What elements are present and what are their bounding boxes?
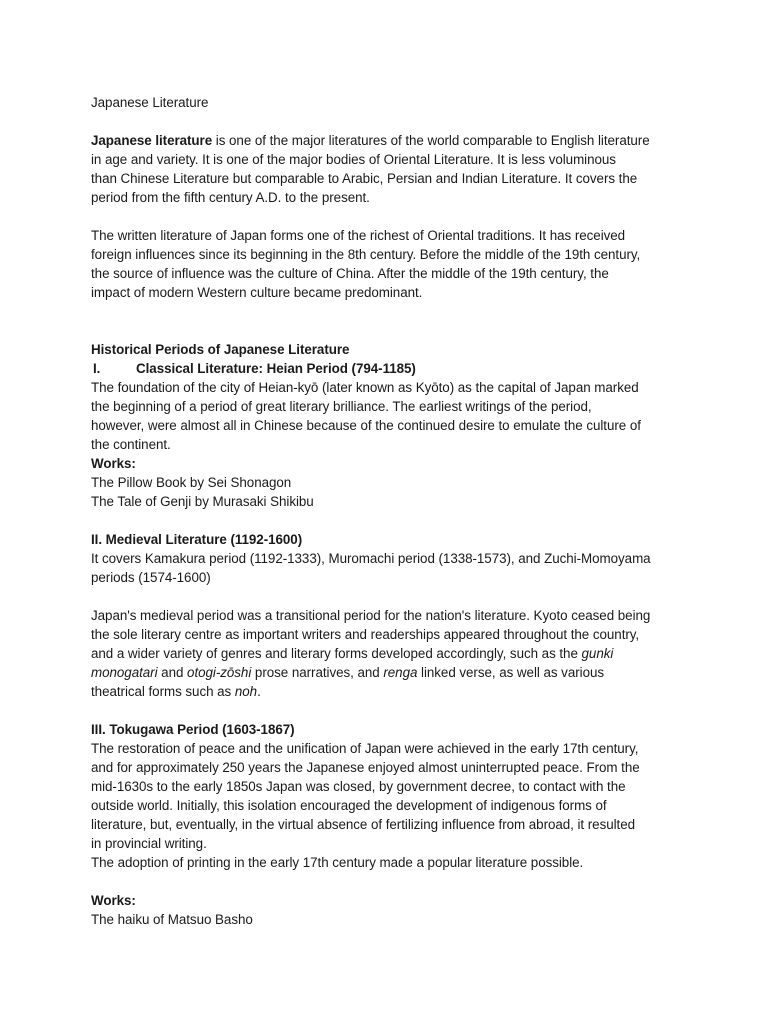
paragraph-line: impact of modern Western culture became predominant. bbox=[91, 285, 423, 300]
paragraph-line: the source of influence was the culture of China. After the middle of the 19th century, the bbox=[91, 266, 609, 281]
italic-term: renga bbox=[383, 665, 418, 680]
spacer bbox=[91, 321, 691, 340]
paragraph-line bbox=[91, 644, 691, 663]
work-item: The haiku of Matsuo Basho bbox=[91, 912, 253, 927]
spacer bbox=[91, 207, 691, 226]
works-label: Works: bbox=[91, 893, 136, 908]
numbered-heading bbox=[91, 359, 691, 378]
paragraph-line: in provincial writing. bbox=[91, 836, 207, 851]
paragraph-line: Japan's medieval period was a transitional period for the nation's literature. Kyoto ceased being bbox=[91, 608, 651, 623]
document-page bbox=[91, 93, 691, 929]
italic-term: otogi-zōshi bbox=[187, 665, 252, 680]
text-run: theatrical forms such as bbox=[91, 684, 235, 699]
section-tokugawa bbox=[91, 720, 691, 929]
spacer bbox=[91, 112, 691, 131]
text-run: and a wider variety of genres and literary forms developed accordingly, such as the bbox=[91, 646, 582, 661]
heading-number: I. bbox=[93, 361, 101, 376]
paragraph-line: The restoration of peace and the unification of Japan were achieved in the early 17th century, bbox=[91, 741, 639, 756]
paragraph-line: period from the fifth century A.D. to the present. bbox=[91, 190, 370, 205]
paragraph-line: literature, but, eventually, in the virtual absence of fertilizing influence from abroad, it resulted bbox=[91, 817, 636, 832]
paragraph-line: the sole literary centre as important writers and readerships appeared throughout the country, bbox=[91, 627, 640, 642]
work-item: The Pillow Book by Sei Shonagon bbox=[91, 475, 292, 490]
paragraph-line: The adoption of printing in the early 17th century made a popular literature possible. bbox=[91, 855, 584, 870]
italic-term: noh bbox=[234, 684, 258, 699]
paragraph-line bbox=[91, 682, 691, 701]
intro-paragraph-2 bbox=[91, 226, 691, 302]
section-classical bbox=[91, 359, 691, 511]
spacer bbox=[91, 511, 691, 530]
text-run: and bbox=[157, 665, 188, 680]
paragraph-line: and for approximately 250 years the Japanese enjoyed almost uninterrupted peace. From the bbox=[91, 760, 640, 775]
works-label: Works: bbox=[91, 456, 136, 471]
section-heading: II. Medieval Literature (1192-1600) bbox=[91, 532, 303, 547]
paragraph-line bbox=[91, 131, 691, 150]
spacer bbox=[91, 587, 691, 606]
paragraph-line: the continent. bbox=[91, 437, 171, 452]
document-title: Japanese Literature bbox=[91, 95, 209, 110]
paragraph-line: It covers Kamakura period (1192-1333), Muromachi period (1338-1573), and Zuchi-Momoyama bbox=[91, 551, 651, 566]
italic-term: monogatari bbox=[91, 665, 158, 680]
spacer bbox=[91, 302, 691, 321]
paragraph-line: The written literature of Japan forms one of the richest of Oriental traditions. It has received bbox=[91, 228, 626, 243]
paragraph-text: is one of the major literatures of the world comparable to English literature bbox=[212, 133, 650, 148]
paragraph-line: the beginning of a period of great literary brilliance. The earliest writings of the period, bbox=[91, 399, 592, 414]
paragraph-line: periods (1574-1600) bbox=[91, 570, 211, 585]
text-run: linked verse, as well as various bbox=[417, 665, 605, 680]
paragraph-line: than Chinese Literature but comparable to Arabic, Persian and Indian Literature. It covers the bbox=[91, 171, 638, 186]
intro-paragraph-1 bbox=[91, 131, 691, 207]
section-heading: III. Tokugawa Period (1603-1867) bbox=[91, 722, 295, 737]
text-run: . bbox=[257, 684, 261, 699]
paragraph-line: outside world. Initially, this isolation encouraged the development of indigenous forms of bbox=[91, 798, 607, 813]
heading-text: Classical Literature: Heian Period (794-1185) bbox=[136, 361, 416, 376]
paragraph-line: foreign influences since its beginning in the 8th century. Before the middle of the 19th century, bbox=[91, 247, 641, 262]
work-item: The Tale of Genji by Murasaki Shikibu bbox=[91, 494, 314, 509]
paragraph-line: mid-1630s to the early 1850s Japan was closed, by government decree, to contact with the bbox=[91, 779, 626, 794]
paragraph-line: The foundation of the city of Heian-kyō (later known as Kyōto) as the capital of Japan marked bbox=[91, 380, 639, 395]
spacer bbox=[91, 872, 691, 891]
section-medieval bbox=[91, 530, 691, 701]
paragraph-line: however, were almost all in Chinese because of the continued desire to emulate the culture of bbox=[91, 418, 641, 433]
spacer bbox=[91, 701, 691, 720]
paragraph-line: in age and variety. It is one of the major bodies of Oriental Literature. It is less voluminous bbox=[91, 152, 616, 167]
paragraph-line bbox=[91, 663, 691, 682]
italic-term: gunki bbox=[581, 646, 614, 661]
text-run: prose narratives, and bbox=[251, 665, 384, 680]
bold-term: Japanese literature bbox=[91, 133, 213, 148]
section-heading: Historical Periods of Japanese Literature bbox=[91, 342, 350, 357]
